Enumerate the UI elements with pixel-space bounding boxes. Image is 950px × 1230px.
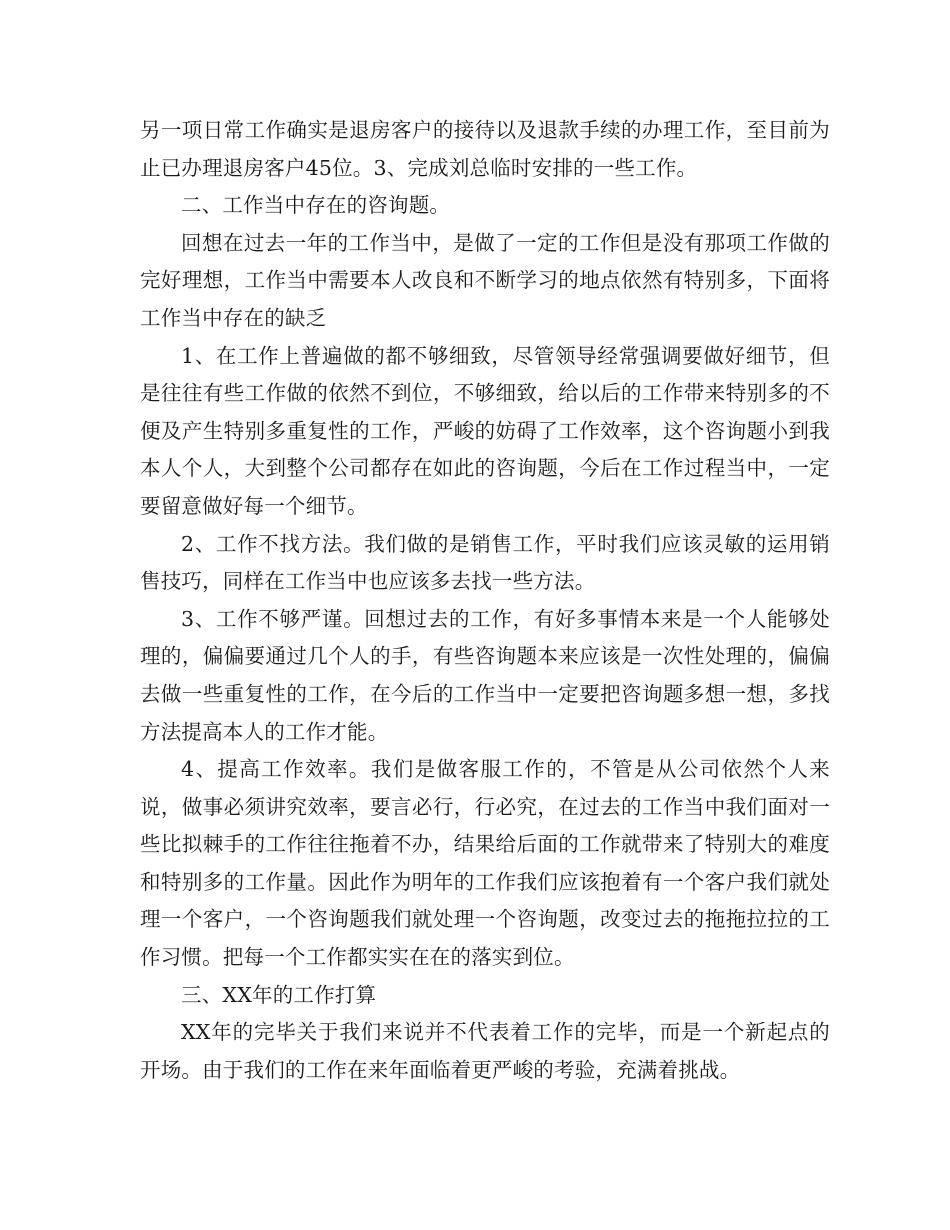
paragraph-item-4-efficiency: 4、提高工作效率。我们是做客服工作的，不管是从公司依然个人来说，做事必须讲究效率，要言必行，行必究，在过去的工作当中我们面对一些比拟棘手的工作往往拖着不办，结果给后面的工作就带来了特别大的难度和特别多的工作量。因此作为明年的工作我们应该抱着有一个客户我们就处理一个客户，一个咨询题我们就处理一个咨询题，改变过去的拖拖拉拉的工作习惯。把每一个工作都实实在在的落实到位。 bbox=[140, 757, 830, 970]
paragraph-item-2-methods: 2、工作不找方法。我们做的是销售工作，平时我们应该灵敏的运用销售技巧，同样在工作当中也应该多去找一些方法。 bbox=[140, 531, 830, 594]
document-page bbox=[140, 112, 830, 1089]
heading-work-plan: 三、XX年的工作打算 bbox=[181, 982, 377, 1007]
heading-existing-problems: 二、工作当中存在的咨询题。 bbox=[181, 193, 451, 218]
paragraph-new-beginning: XX年的完毕关于我们来说并不代表着工作的完毕，而是一个新起点的开场。由于我们的工作在来年面临着更严峻的考验，充满着挑战。 bbox=[140, 1020, 830, 1082]
paragraph-return-handling: 另一项日常工作确实是退房客户的接待以及退款手续的办理工作，至目前为止已办理退房客户45位。3、完成刘总临时安排的一些工作。 bbox=[140, 118, 830, 180]
paragraph-item-1-detail: 1、在工作上普遍做的都不够细致，尽管领导经常强调要做好细节，但是往往有些工作做的依然不到位，不够细致，给以后的工作带来特别多的不便及产生特别多重复性的工作，严峻的妨碍了工作效率，这个咨询题小到我本人个人，大到整个公司都存在如此的咨询题，今后在工作过程当中，一定要留意做好每一个细节。 bbox=[140, 343, 830, 518]
paragraph-item-3-rigor: 3、工作不够严谨。回想过去的工作，有好多事情本来是一个人能够处理的，偏偏要通过几个人的手，有些咨询题本来应该是一次性处理的，偏偏去做一些重复性的工作，在今后的工作当中一定要把咨询题多想一想，多找方法提高本人的工作才能。 bbox=[140, 606, 830, 744]
paragraph-review-past-year: 回想在过去一年的工作当中，是做了一定的工作但是没有那项工作做的完好理想，工作当中需要本人改良和不断学习的地点依然有特别多，下面将工作当中存在的缺乏 bbox=[140, 230, 830, 330]
